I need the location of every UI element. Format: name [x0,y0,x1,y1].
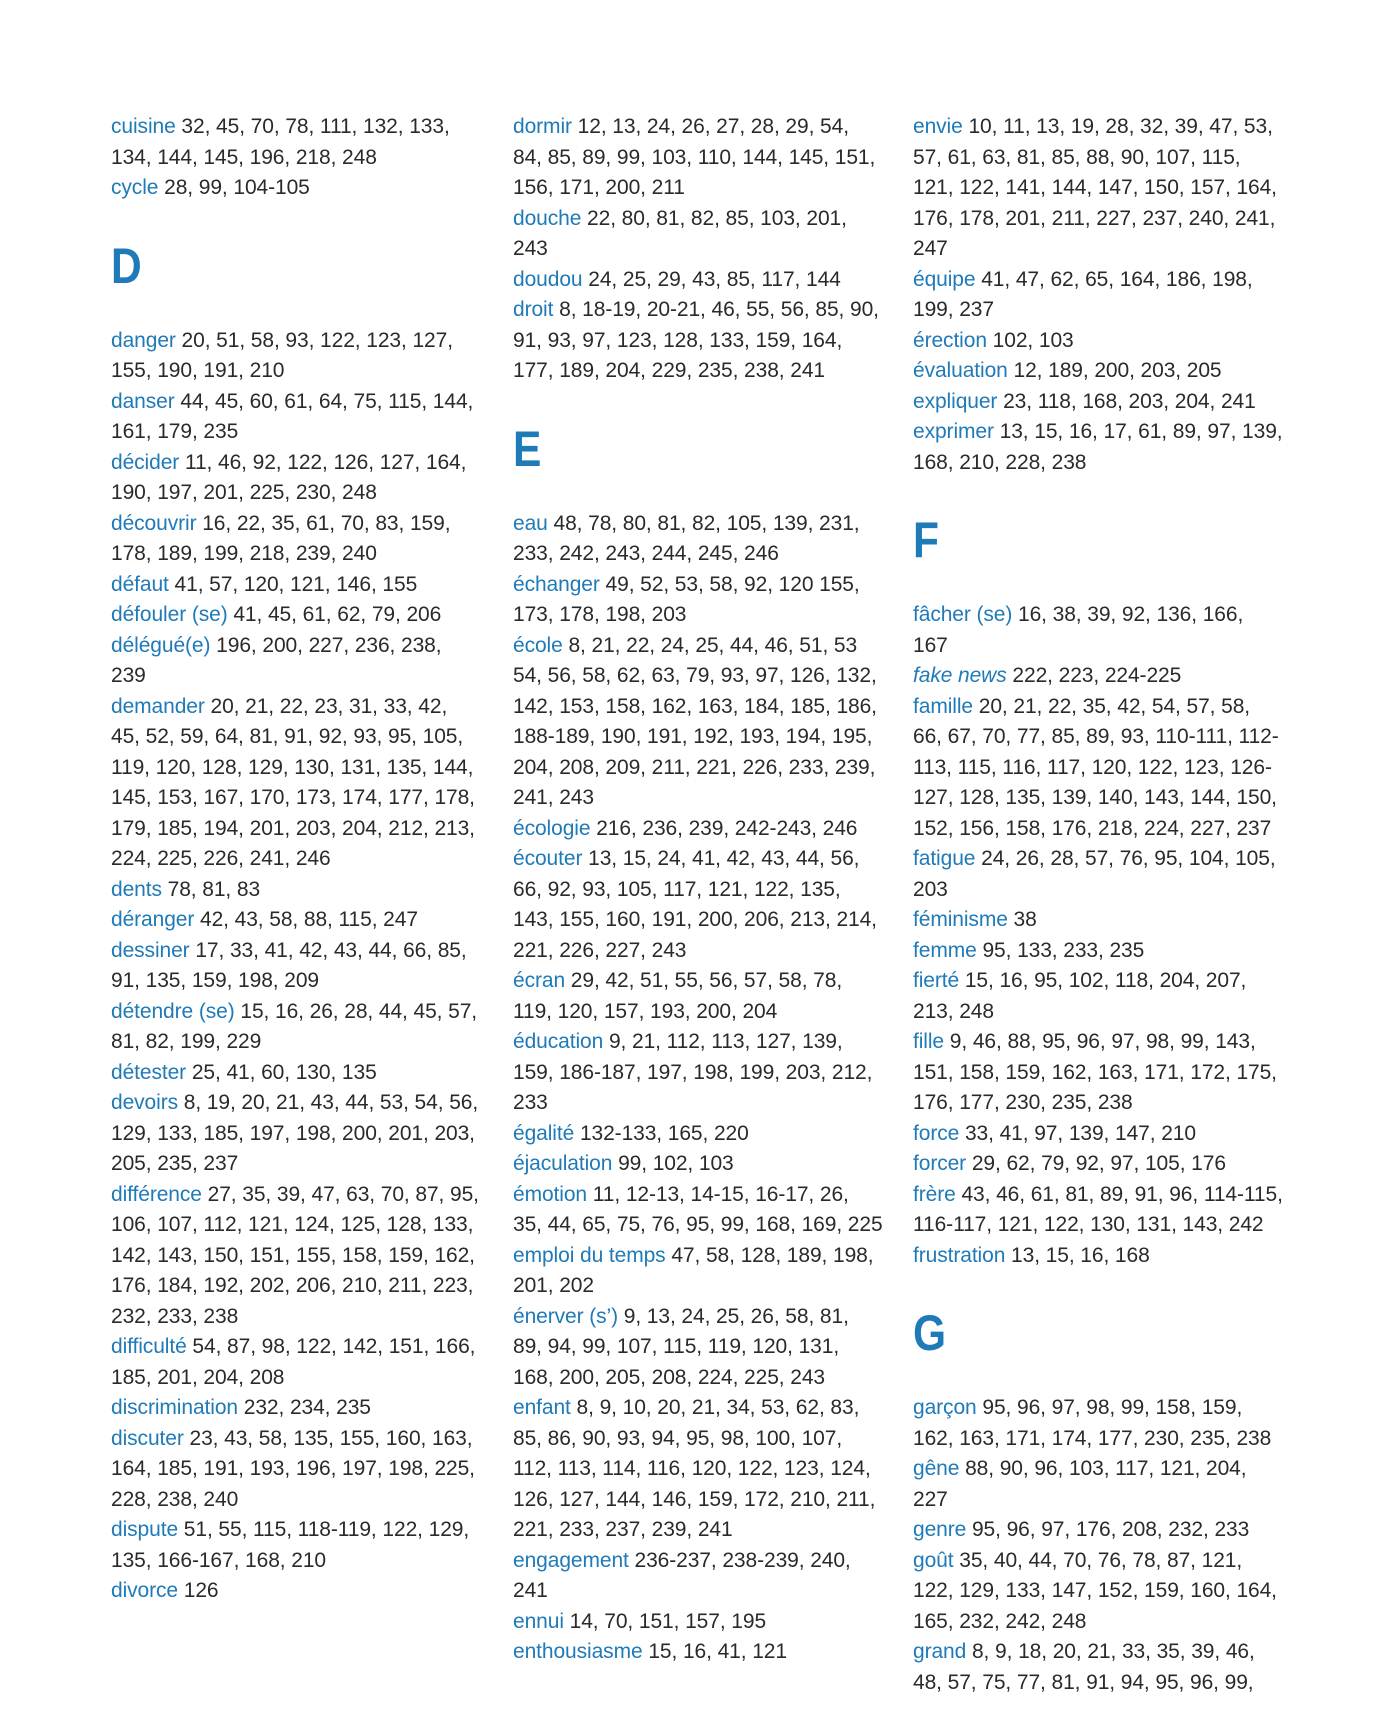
index-page-numbers: 216, 236, 239, 242-243, 246 [596,816,858,840]
index-page-numbers: 41, 47, 62, 65, 164, 186, 198, 199, 237 [913,267,1253,321]
index-page-numbers: 20, 51, 58, 93, 122, 123, 127, 155, 190, 191, 210 [111,328,453,382]
index-term: forcer [913,1152,967,1175]
index-entry-grand [913,1637,1283,1698]
index-term: évaluation [913,359,1008,382]
index-term: équipe [913,267,976,291]
index-term: différence [111,1182,202,1206]
index-entry-education [513,1027,883,1119]
section-letter-f: F [913,512,939,568]
index-term: danger [111,328,176,352]
index-page-numbers: 222, 223, 224-225 [1012,664,1182,687]
index-term: fatigue [913,847,976,870]
index-page-numbers: 48, 78, 80, 81, 82, 105, 139, 231, 233, 242, 243, 244, 245, 246 [513,511,860,565]
index-entry-fatigue [913,844,1283,905]
index-page-numbers: 9, 46, 88, 95, 96, 97, 98, 99, 143, 151, 158, 159, 162, 163, 171, 172, 175, 176, 177, 230, 235, 238 [913,1030,1277,1114]
index-term: doudou [513,267,583,291]
index-entry-emploi-du-temps [513,1241,883,1302]
index-page-numbers: 12, 13, 24, 26, 27, 28, 29, 54, 84, 85, 89, 99, 103, 110, 144, 145, 151, 156, 171, 200, 211 [513,115,876,199]
index-term: féminisme [913,908,1008,931]
index-page-numbers: 8, 21, 22, 24, 25, 44, 46, 51, 53 54, 56, 58, 62, 63, 79, 93, 97, 126, 132, 142, 153, 158, 162, 163, 184, 185, 186, 188-189, 190, 191, 192, 193, 194, 195, 204, 208, 209, 211, 221, 226, 233, 239, 241, 243 [513,633,877,809]
index-page-numbers: 9, 13, 24, 25, 26, 58, 81, 89, 94, 99, 107, 115, 119, 120, 131, 168, 200, 205, 208, 224, 225, 243 [513,1304,849,1389]
index-page-numbers: 88, 90, 96, 103, 117, 121, 204, 227 [913,1457,1247,1511]
index-entry-echanger [513,570,883,631]
index-entry-enfant [513,1393,883,1546]
index-entry-ennui [513,1607,883,1638]
index-page-numbers: 95, 96, 97, 98, 99, 158, 159, 162, 163, 171, 174, 177, 230, 235, 238 [913,1396,1272,1450]
index-entry-fake-news [913,661,1283,692]
index-page-numbers: 41, 45, 61, 62, 79, 206 [233,603,442,626]
index-term: écouter [513,847,583,870]
index-entry-cycle [111,173,481,204]
index-entry-frere [913,1180,1283,1241]
index-term: famille [913,694,973,718]
index-entry-difficulte [111,1332,481,1393]
index-entry-dessiner [111,936,481,997]
index-term: délégué(e) [111,633,211,657]
index-entry-discuter [111,1424,481,1516]
index-term: enfant [513,1396,571,1419]
index-term: déranger [111,908,195,931]
index-page-numbers: 20, 21, 22, 35, 42, 54, 57, 58, 66, 67, 70, 77, 85, 89, 93, 110-111, 112-113, 115, 116, 117, 120, 122, 123, 126-127, 128, 135, 139, 140, 143, 144, 150, 152, 156, 158, 176, 218, 224, 227, 237 [913,694,1279,840]
index-page-numbers: 16, 22, 35, 61, 70, 83, 159, 178, 189, 199, 218, 239, 240 [111,511,451,565]
index-page-numbers: 51, 55, 115, 118-119, 122, 129, 135, 166-167, 168, 210 [111,1518,470,1572]
index-entry-feminisme [913,905,1283,936]
index-term: emploi du temps [513,1243,666,1267]
index-term: dormir [513,115,572,138]
index-page-numbers: 236-237, 238-239, 240, 241 [513,1548,851,1602]
index-entry-enthousiasme [513,1637,883,1668]
index-term: danser [111,389,175,413]
index-column-2 [513,112,883,1668]
index-term: dents [111,877,162,901]
index-page-numbers: 42, 43, 58, 88, 115, 247 [200,908,418,931]
index-term: écologie [513,816,591,840]
index-entry-demander [111,692,481,875]
index-term: envie [913,115,963,138]
index-page-numbers: 17, 33, 41, 42, 43, 44, 66, 85, 91, 135, 159, 198, 209 [111,938,467,992]
index-term: grand [913,1640,967,1663]
index-term: exprimer [913,420,994,443]
section-letter-g: G [913,1305,947,1361]
section-letter-e: E [513,420,542,477]
index-page-numbers: 22, 80, 81, 82, 85, 103, 201, 243 [513,206,847,260]
index-term: discuter [111,1426,184,1450]
index-entry-ejaculation [513,1149,883,1180]
index-page-numbers: 8, 9, 10, 20, 21, 34, 53, 62, 83, 85, 86, 90, 93, 94, 95, 98, 100, 107, 112, 113, 114, 116, 120, 122, 123, 124, 126, 127, 144, 146, 159, 172, 210, 211, 221, 233, 237, 239, 241 [513,1396,876,1541]
index-term: douche [513,206,582,230]
index-page-numbers: 8, 19, 20, 21, 43, 44, 53, 54, 56, 129, 133, 185, 197, 198, 200, 201, 203, 205, 235, 237 [111,1091,479,1175]
index-page-numbers: 13, 15, 24, 41, 42, 43, 44, 56, 66, 92, 93, 105, 117, 121, 122, 135, 143, 155, 160, 191, 200, 206, 213, 214, 221, 226, 227, 243 [513,847,877,962]
index-term: découvrir [111,511,197,535]
index-entry-ecole [513,631,883,814]
index-page-numbers: 13, 15, 16, 17, 61, 89, 97, 139, 168, 210, 228, 238 [913,420,1283,474]
index-page-numbers: 15, 16, 95, 102, 118, 204, 207, 213, 248 [913,969,1247,1023]
index-term: frustration [913,1243,1006,1267]
index-term: dessiner [111,938,190,962]
index-page-numbers: 23, 118, 168, 203, 204, 241 [1003,389,1256,413]
index-entry-engagement [513,1546,883,1607]
index-term: gêne [913,1457,960,1480]
index-term: défouler (se) [111,603,228,626]
index-entry-douche [513,204,883,265]
index-term: expliquer [913,389,998,413]
index-page-numbers: 8, 18-19, 20-21, 46, 55, 56, 85, 90, 91, 93, 97, 123, 128, 133, 159, 164, 177, 189, 204, 229, 235, 238, 241 [513,298,879,382]
index-page-numbers: 33, 41, 97, 139, 147, 210 [964,1121,1196,1145]
index-page-numbers: 11, 46, 92, 122, 126, 127, 164, 190, 197, 201, 225, 230, 248 [111,450,467,504]
index-page-numbers: 102, 103 [992,328,1074,352]
index-entry-cuisine [111,112,481,173]
index-term: force [913,1121,960,1145]
index-entry-genre [913,1515,1283,1546]
index-term: garçon [913,1396,977,1419]
index-entry-difference [111,1180,481,1333]
index-page-numbers: 196, 200, 227, 236, 238, 239 [111,633,442,687]
index-term: dispute [111,1518,179,1541]
index-term: fake news [913,664,1007,687]
index-page-numbers: 29, 62, 79, 92, 97, 105, 176 [971,1152,1226,1175]
index-entry-decouvrir [111,509,481,570]
index-entry-deranger [111,905,481,936]
index-term: cycle [111,176,159,199]
index-page-numbers: 28, 99, 104-105 [164,176,310,199]
index-entry-delegue-e [111,631,481,692]
index-page-numbers: 132-133, 165, 220 [579,1121,749,1145]
index-entry-devoirs [111,1088,481,1180]
index-page-numbers: 27, 35, 39, 47, 63, 70, 87, 95, 106, 107, 112, 121, 124, 125, 128, 133, 142, 143, 150, 151, 155, 158, 159, 162, 176, 184, 192, 202, 206, 210, 211, 223, 232, 233, 238 [111,1182,479,1328]
index-page-numbers: 8, 9, 18, 20, 21, 33, 35, 39, 46, 48, 57, 75, 77, 81, 91, 94, 95, 96, 99, [913,1640,1255,1694]
index-page-numbers: 24, 26, 28, 57, 76, 95, 104, 105, 203 [913,847,1276,901]
index-term: éjaculation [513,1152,613,1175]
index-term: enthousiasme [513,1640,643,1663]
index-entry-facher-se [913,600,1283,661]
index-entry-gene [913,1454,1283,1515]
index-page-numbers: 29, 42, 51, 55, 56, 57, 58, 78, 119, 120, 157, 193, 200, 204 [513,969,843,1023]
index-page-numbers: 44, 45, 60, 61, 64, 75, 115, 144, 161, 179, 235 [111,389,474,443]
index-entry-ecran [513,966,883,1027]
index-term: émotion [513,1182,588,1206]
index-page-numbers: 43, 46, 61, 81, 89, 91, 96, 114-115, 116-117, 121, 122, 130, 131, 143, 242 [913,1182,1283,1236]
index-page-numbers: 32, 45, 70, 78, 111, 132, 133, 134, 144, 145, 196, 218, 248 [111,115,450,169]
index-term: détester [111,1060,187,1084]
index-entry-dents [111,875,481,906]
index-term: difficulté [111,1335,187,1358]
index-entry-droit [513,295,883,387]
index-entry-defouler-se [111,600,481,631]
index-entry-egalite [513,1119,883,1150]
index-term: énerver (s’) [513,1304,618,1328]
index-entry-famille [913,692,1283,845]
index-term: fierté [913,969,960,992]
index-term: écran [513,969,566,992]
index-entry-force [913,1119,1283,1150]
index-page-numbers: 49, 52, 53, 58, 92, 120 155, 173, 178, 198, 203 [513,572,860,626]
index-page-numbers: 14, 70, 151, 157, 195 [569,1609,767,1633]
index-entry-expliquer [913,387,1283,418]
index-page-numbers: 24, 25, 29, 43, 85, 117, 144 [588,267,841,291]
index-entry-forcer [913,1149,1283,1180]
index-page-numbers: 41, 57, 120, 121, 146, 155 [174,572,418,596]
index-page-numbers: 23, 43, 58, 135, 155, 160, 163, 164, 185, 191, 193, 196, 197, 198, 225, 228, 238, 240 [111,1426,475,1511]
index-term: décider [111,450,180,474]
index-entry-enerver-s [513,1302,883,1394]
index-entry-fille [913,1027,1283,1119]
index-entry-discrimination [111,1393,481,1424]
index-page-numbers: 15, 16, 26, 28, 44, 45, 57, 81, 82, 199, 229 [111,999,478,1053]
index-term: goût [913,1548,954,1572]
index-entry-doudou [513,265,883,296]
index-page-numbers: 15, 16, 41, 121 [648,1640,787,1663]
index-entry-danser [111,387,481,448]
index-page-numbers: 16, 38, 39, 92, 136, 166, 167 [913,603,1244,657]
index-term: défaut [111,572,169,596]
index-term: frère [913,1182,956,1206]
index-term: école [513,633,563,657]
index-term: genre [913,1518,967,1541]
index-term: divorce [111,1579,178,1602]
index-entry-dispute [111,1515,481,1576]
index-entry-femme [913,936,1283,967]
index-entry-fierte [913,966,1283,1027]
index-page-numbers: 78, 81, 83 [167,877,261,901]
index-entry-gout [913,1546,1283,1638]
index-entry-frustration [913,1241,1283,1272]
index-column-1 [111,112,481,1607]
index-page-numbers: 99, 102, 103 [618,1152,734,1175]
section-letter-d: D [111,237,142,294]
index-entry-dormir [513,112,883,204]
index-term: érection [913,328,987,352]
index-term: fille [913,1030,945,1053]
index-entry-detendre-se [111,997,481,1058]
index-term: eau [513,511,548,535]
index-entry-erection [913,326,1283,357]
index-term: ennui [513,1609,564,1633]
index-page-numbers: 126 [183,1579,219,1602]
index-page-numbers: 25, 41, 60, 130, 135 [191,1060,377,1084]
index-term: droit [513,298,554,321]
index-entry-divorce [111,1576,481,1607]
index-entry-exprimer [913,417,1283,478]
index-entry-danger [111,326,481,387]
index-page-numbers: 10, 11, 13, 19, 28, 32, 39, 47, 53, 57, 61, 63, 81, 85, 88, 90, 107, 115, 121, 122, 141, 144, 147, 150, 157, 164, 176, 178, 201, 211, 227, 237, 240, 241, 247 [913,115,1277,260]
index-page-numbers: 95, 96, 97, 176, 208, 232, 233 [971,1518,1250,1541]
index-term: devoirs [111,1091,178,1114]
index-entry-emotion [513,1180,883,1241]
index-entry-eau [513,509,883,570]
index-term: demander [111,694,205,718]
index-page-numbers: 54, 87, 98, 122, 142, 151, 166, 185, 201, 204, 208 [111,1335,476,1389]
index-entry-equipe [913,265,1283,326]
index-term: femme [913,938,977,962]
index-term: détendre (se) [111,999,235,1023]
index-term: éducation [513,1030,604,1053]
index-page-numbers: 232, 234, 235 [243,1396,371,1419]
index-entry-ecouter [513,844,883,966]
index-page-numbers: 47, 58, 128, 189, 198, 201, 202 [513,1243,874,1297]
index-page-numbers: 20, 21, 22, 23, 31, 33, 42, 45, 52, 59, 64, 81, 91, 92, 93, 95, 105, 119, 120, 128, 129, 130, 131, 135, 144, 145, 153, 167, 170, 173, 174, 177, 178, 179, 185, 194, 201, 203, 204, 212, 213, 224, 225, 226, 241, 246 [111,694,475,870]
index-term: discrimination [111,1396,238,1419]
index-term: engagement [513,1548,629,1572]
index-column-3 [913,112,1283,1698]
index-page-numbers: 9, 21, 112, 113, 127, 139, 159, 186-187, 197, 198, 199, 203, 212, 233 [513,1030,873,1114]
index-term: cuisine [111,115,176,138]
index-page-numbers: 38 [1013,908,1037,931]
index-term: fâcher (se) [913,603,1013,626]
index-entry-decider [111,448,481,509]
index-entry-ecologie [513,814,883,845]
index-entry-evaluation [913,356,1283,387]
index-entry-garcon [913,1393,1283,1454]
index-term: échanger [513,572,600,596]
index-page-numbers: 95, 133, 233, 235 [982,938,1145,962]
index-page-numbers: 13, 15, 16, 168 [1011,1243,1150,1267]
index-entry-detester [111,1058,481,1089]
index-term: égalité [513,1121,575,1145]
index-entry-defaut [111,570,481,601]
index-page-numbers: 35, 40, 44, 70, 76, 78, 87, 121, 122, 129, 133, 147, 152, 159, 160, 164, 165, 232, 242, 248 [913,1548,1277,1633]
index-page-numbers: 11, 12-13, 14-15, 16-17, 26, 35, 44, 65, 75, 76, 95, 99, 168, 169, 225 [513,1182,883,1236]
index-page-numbers: 12, 189, 200, 203, 205 [1013,359,1222,382]
index-entry-envie [913,112,1283,265]
